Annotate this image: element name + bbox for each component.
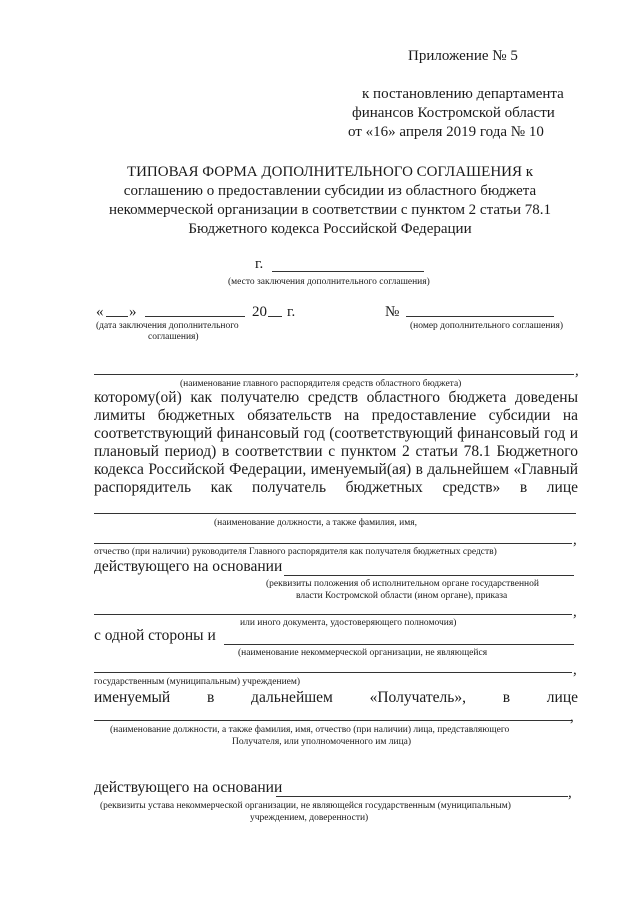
charter-caption-line-2: учреждением, доверенности)	[250, 813, 369, 823]
body-line-6: распорядитель как получатель бюджетных средств» в лице	[94, 479, 578, 496]
date-caption-line-1: (дата заключения дополнительного	[96, 321, 239, 331]
comma: ,	[570, 709, 574, 725]
agreement-number-field-line[interactable]	[406, 316, 554, 317]
day-field-line[interactable]	[106, 316, 128, 317]
decree-line-1: к постановлению департамента	[362, 86, 564, 102]
year-prefix: 20	[252, 304, 267, 320]
place-caption: (место заключения дополнительного соглашения)	[228, 277, 430, 287]
comma: ,	[573, 604, 577, 620]
body-line-1: которому(ой) как получателю средств областного бюджета доведены	[94, 389, 578, 406]
month-field-line[interactable]	[145, 316, 245, 317]
year-suffix: г.	[287, 304, 296, 320]
number-sign: №	[385, 304, 400, 320]
charter-caption-line-1: (реквизиты устава некоммерческой организации, не являющейся государственным (муниципальным)	[100, 801, 511, 811]
date-quote-close: »	[129, 304, 137, 320]
decree-line-3: от «16» апреля 2019 года № 10	[348, 124, 544, 140]
date-caption-line-2: соглашения)	[148, 332, 199, 342]
body-line-5: кодекса Российской Федерации, именуемый(ая) в дальнейшем «Главный	[94, 461, 578, 478]
comma: ,	[568, 785, 572, 801]
nko-name-continued-field-line[interactable]	[94, 672, 572, 673]
charter-field-line[interactable]	[276, 796, 568, 797]
document-title-line-3: некоммерческой организации в соответствии с пунктом 2 статьи 78.1	[108, 202, 552, 218]
basis-field-line[interactable]	[284, 575, 574, 576]
comma: ,	[573, 532, 577, 548]
distributor-name-field-line[interactable]	[94, 374, 574, 375]
comma: ,	[575, 363, 579, 379]
basis-continued-field-line[interactable]	[94, 614, 572, 615]
regulation-caption-line-1: (реквизиты положения об исполнительном органе государственной	[266, 579, 539, 589]
acting-basis-label: действующего на основании	[94, 558, 283, 575]
acting-basis-label-2: действующего на основании	[94, 779, 283, 796]
patronymic-caption: отчество (при наличии) руководителя Главного распорядителя как получателя бюджетных средств)	[94, 547, 497, 557]
document-title-line-1: ТИПОВАЯ ФОРМА ДОПОЛНИТЕЛЬНОГО СОГЛАШЕНИЯ к	[126, 164, 534, 180]
decree-line-2: финансов Костромской области	[352, 105, 555, 121]
year-field-line[interactable]	[268, 316, 282, 317]
place-field-line[interactable]	[272, 271, 424, 272]
position-caption: (наименование должности, а также фамилия, имя,	[214, 518, 417, 528]
body-line-4: плановый период) в соответствии с пунктом 2 статьи 78.1 Бюджетного	[94, 443, 578, 460]
nko-caption-line-1: (наименование некоммерческой организации, не являющейся	[238, 648, 488, 658]
distributor-caption: (наименование главного распорядителя средств областного бюджета)	[180, 379, 462, 389]
recipient-representative-field-line[interactable]	[94, 720, 572, 721]
nko-caption-line-2: государственным (муниципальным) учреждением)	[94, 677, 301, 687]
one-side-label: с одной стороны и	[94, 627, 216, 644]
nko-name-field-line[interactable]	[224, 644, 574, 645]
head-name-field-line[interactable]	[94, 543, 572, 544]
recipient-caption-line-2: Получателя, или уполномоченного им лица)	[232, 737, 412, 747]
body-line-3: соответствующий финансовый год (соответствующий финансовый год и	[94, 425, 578, 442]
date-quote-open: «	[96, 304, 104, 320]
head-position-field-line[interactable]	[94, 513, 576, 514]
document-title-line-4: Бюджетного кодекса Российской Федерации	[188, 221, 472, 237]
body-line-2: лимиты бюджетных обязательств на предоставление субсидии на	[94, 407, 578, 424]
comma: ,	[573, 662, 577, 678]
document-title-line-2: соглашению о предоставлении субсидии из областного бюджета	[123, 183, 537, 199]
recipient-caption-line-1: (наименование должности, а также фамилия, имя, отчество (при наличии) лица, представляющего	[110, 725, 510, 735]
regulation-caption-line-2: власти Костромской области (ином органе), приказа	[296, 591, 508, 601]
number-caption: (номер дополнительного соглашения)	[410, 321, 564, 331]
appendix-number: Приложение № 5	[408, 48, 518, 64]
named-recipient-line: именуемый в дальнейшем «Получатель», в лице	[94, 689, 578, 706]
other-doc-caption: или иного документа, удостоверяющего полномочия)	[240, 618, 457, 628]
city-prefix: г.	[255, 256, 264, 272]
